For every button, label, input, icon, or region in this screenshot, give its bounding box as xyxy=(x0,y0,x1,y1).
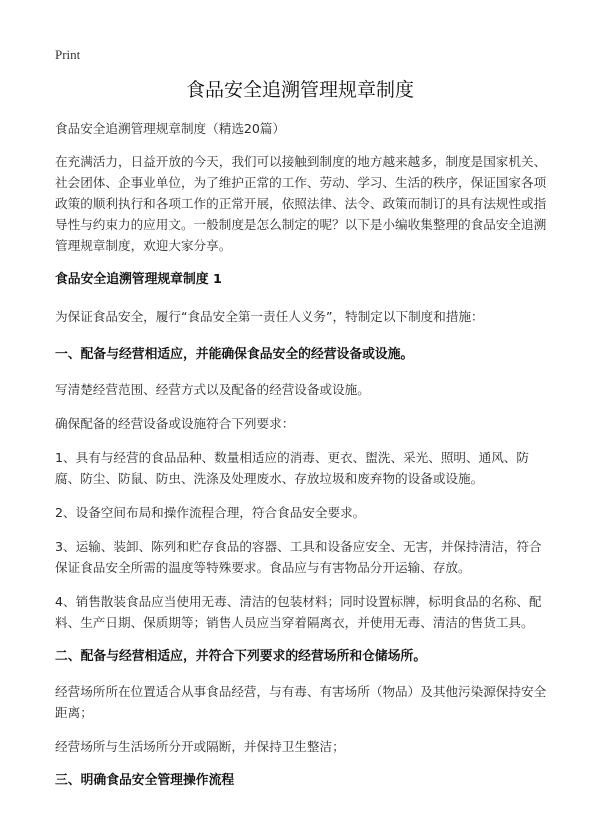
paragraph-b2: 经营场所与生活场所分开或隔断，并保持卫生整洁； xyxy=(55,739,345,754)
subheading-a: 一、配备与经营相适应，并能确保食品安全的经营设备或设施。 xyxy=(55,347,414,362)
section-heading: 食品安全追溯管理规章制度 1 xyxy=(55,272,222,287)
paragraph-a2: 确保配备的经营设备或设施符合下列要求： xyxy=(55,416,295,431)
subheading-c: 三、明确食品安全管理操作流程 xyxy=(55,773,235,788)
intro-paragraph: 在充满活力，日益开放的今天，我们可以接触到制度的地方越来越多，制度是国家机关、社会团体、企事业单位，为了维护正常的工作、劳动、学习、生活的秩序，保证国家各项政策的顺利执行和各项工作的正常开展，依照法律、法令、政策而制订的具有法规性或指导性与约束力的应用文。一般制度是怎么制定的呢？以下是小编收集整理的食品安全追溯管理规章制度，欢迎大家分享。 xyxy=(55,154,547,253)
subheading-b: 二、配备与经营相适应，并符合下列要求的经营场所和仓储场所。 xyxy=(55,649,427,664)
list-item-3: 3、运输、装卸、陈列和贮存食品的容器、工具和设备应安全、无害，并保持清洁，符合保证食品安全所需的温度等特殊要求。食品应与有害物品分开运输、存放。 xyxy=(55,539,542,575)
print-link[interactable]: Print xyxy=(55,47,81,62)
paragraph-b1: 经营场所所在位置适合从事食品经营，与有毒、有害场所（物品）及其他污染源保持安全距离； xyxy=(55,684,547,720)
list-item-1: 1、具有与经营的食品品种、数量相适应的消毒、更衣、盥洗、采光、照明、通风、防腐、防尘、防鼠、防虫、洗涤及处理废水、存放垃圾和废弃物的设备或设施。 xyxy=(55,450,529,486)
list-item-2: 2、设备空间布局和操作流程合理，符合食品安全要求。 xyxy=(55,505,366,520)
document-body xyxy=(55,118,550,805)
document-subtitle: 食品安全追溯管理规章制度（精选20篇） xyxy=(55,121,286,136)
page-title: 食品安全追溯管理规章制度 xyxy=(185,79,414,101)
list-item-4: 4、销售散装食品应当使用无毒、清洁的包装材料；同时设置标牌，标明食品的名称、配料、生产日期、保质期等；销售人员应当穿着隔离衣，并使用无毒、清洁的售货工具。 xyxy=(55,594,542,630)
paragraph-a1: 写清楚经营范围、经营方式以及配备的经营设备或设施。 xyxy=(55,382,370,397)
section-lead: 为保证食品安全，履行“食品安全第一责任人义务”，特制定以下制度和措施： xyxy=(55,309,484,324)
